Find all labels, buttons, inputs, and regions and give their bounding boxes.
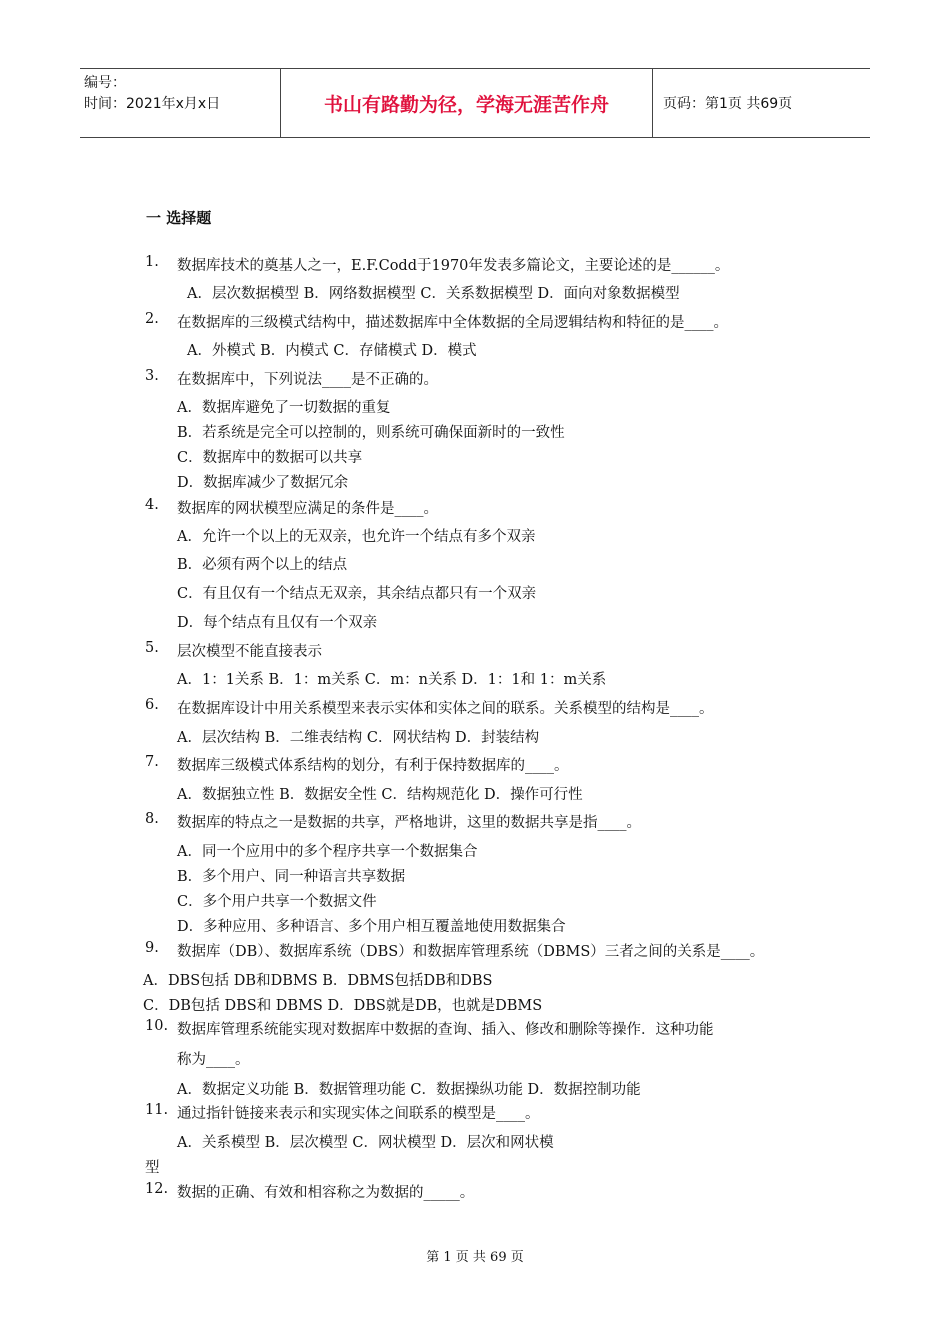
- option-line: C．DB包括 DBS和 DBMS D．DBS就是DB，也就是DBMS: [143, 998, 543, 1014]
- option-line: B．必须有两个以上的结点: [177, 557, 348, 573]
- question-text: 数据库的网状模型应满足的条件是____。: [177, 501, 438, 517]
- option-line: D．多种应用、多种语言、多个用户相互覆盖地使用数据集合: [177, 919, 566, 935]
- question-number: 7.: [145, 754, 159, 770]
- question-text: 在数据库的三级模式结构中，描述数据库中全体数据的全局逻辑结构和特征的是____。: [177, 315, 728, 331]
- header-number-label: 编号：: [84, 75, 126, 91]
- question-number: 6.: [145, 697, 159, 713]
- option-line: D．每个结点有且仅有一个双亲: [177, 615, 378, 631]
- option-line: A．层次结构 B．二维表结构 C．网状结构 D．封装结构: [177, 730, 540, 746]
- option-line: 称为____。: [177, 1052, 250, 1068]
- option-line: D．数据库减少了数据冗余: [177, 475, 349, 491]
- option-line: B．若系统是完全可以控制的，则系统可确保面新时的一致性: [177, 425, 565, 441]
- question-number: 11.: [145, 1102, 169, 1118]
- question-number: 4.: [145, 497, 159, 513]
- option-line: A．层次数据模型 B．网络数据模型 C．关系数据模型 D．面向对象数据模型: [187, 286, 680, 302]
- header-date-label: 时间：2021年x月x日: [84, 96, 221, 112]
- option-line: A．1：1关系 B．1：m关系 C．m：n关系 D．1：1和 1：m关系: [177, 672, 607, 688]
- option-line: A．同一个应用中的多个程序共享一个数据集合: [177, 844, 478, 860]
- option-line: B．多个用户、同一种语言共享数据: [177, 869, 406, 885]
- question-number: 3.: [145, 368, 159, 384]
- question-text: 数据的正确、有效和相容称之为数据的_____。: [177, 1185, 475, 1201]
- question-text: 数据库三级模式体系结构的划分，有利于保持数据库的____。: [177, 758, 569, 774]
- question-number: 8.: [145, 811, 159, 827]
- option-line: 型: [145, 1160, 160, 1176]
- question-text: 数据库技术的奠基人之一，E.F.Codd于1970年发表多篇论文，主要论述的是______。: [177, 258, 730, 274]
- question-number: 2.: [145, 311, 159, 327]
- option-line: C．有且仅有一个结点无双亲，其余结点都只有一个双亲: [177, 586, 537, 602]
- option-line: C．多个用户共享一个数据文件: [177, 894, 377, 910]
- option-line: A．DBS包括 DB和DBMS B．DBMS包括DB和DBS: [143, 973, 493, 989]
- question-text: 层次模型不能直接表示: [177, 644, 322, 660]
- question-text: 通过指针链接来表示和实现实体之间联系的模型是____。: [177, 1106, 540, 1122]
- option-line: A．数据独立性 B．数据安全性 C．结构规范化 D．操作可行性: [177, 787, 583, 803]
- option-line: C．数据库中的数据可以共享: [177, 450, 363, 466]
- question-text: 在数据库中，下列说法____是不正确的。: [177, 372, 438, 388]
- option-line: A．数据库避免了一切数据的重复: [177, 400, 391, 416]
- question-text: 数据库管理系统能实现对数据库中数据的查询、插入、修改和删除等操作．这种功能: [177, 1022, 714, 1038]
- section-title: 一 选择题: [146, 209, 212, 227]
- page-footer: 第 1 页 共 69 页: [426, 1250, 524, 1265]
- option-line: A．关系模型 B．层次模型 C．网状模型 D．层次和网状模: [177, 1135, 554, 1151]
- question-number: 1.: [145, 254, 159, 270]
- page-header: [80, 68, 870, 138]
- option-line: A．外模式 B．内模式 C．存储模式 D．模式: [187, 343, 477, 359]
- option-line: A．允许一个以上的无双亲，也允许一个结点有多个双亲: [177, 529, 536, 545]
- question-number: 5.: [145, 640, 159, 656]
- header-meta: [80, 69, 280, 137]
- question-number: 10.: [145, 1018, 169, 1034]
- question-number: 9.: [145, 940, 159, 956]
- question-number: 12.: [145, 1181, 169, 1197]
- question-text: 数据库的特点之一是数据的共享，严格地讲，这里的数据共享是指____。: [177, 815, 641, 831]
- question-text: 数据库（DB）、数据库系统（DBS）和数据库管理系统（DBMS）三者之间的关系是____。: [177, 944, 765, 960]
- header-page-info: 页码：第1页 共69页: [663, 96, 793, 112]
- option-line: A．数据定义功能 B．数据管理功能 C．数据操纵功能 D．数据控制功能: [177, 1082, 641, 1098]
- header-motto: 书山有路勤为径，学海无涯苦作舟: [280, 69, 653, 137]
- question-text: 在数据库设计中用关系模型来表示实体和实体之间的联系。关系模型的结构是____。: [177, 701, 714, 717]
